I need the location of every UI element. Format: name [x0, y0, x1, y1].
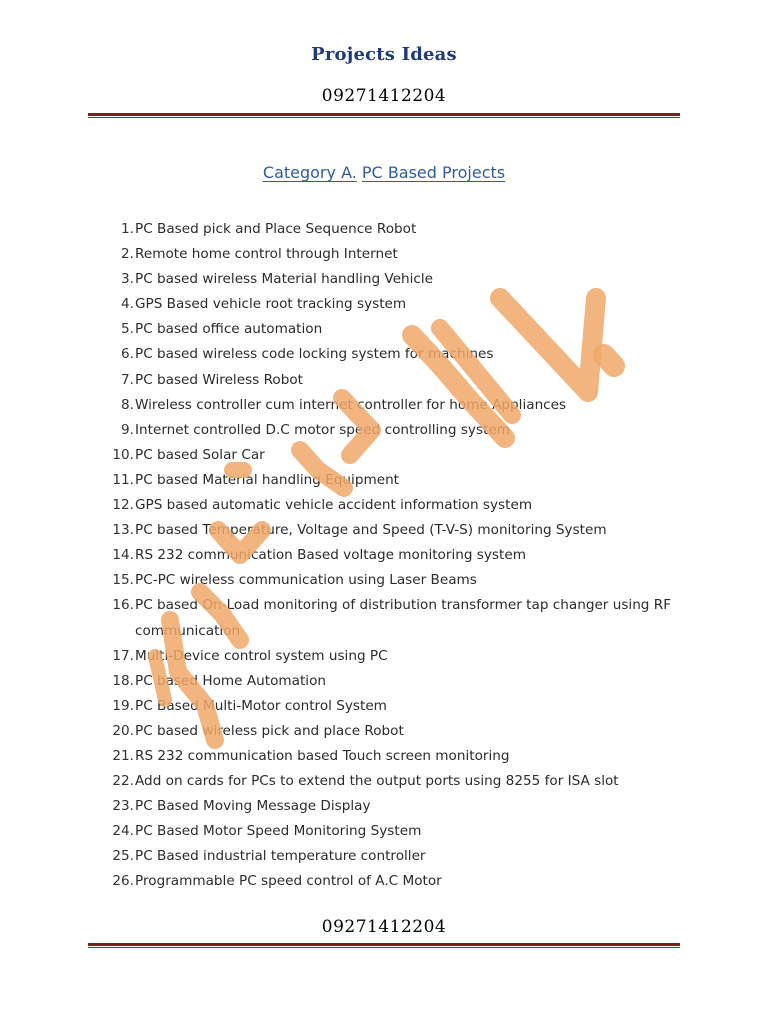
project-number: 9.	[121, 421, 134, 438]
project-number: 8.	[121, 396, 134, 413]
project-text: PC based wireless pick and place Robot	[135, 722, 404, 739]
project-item	[104, 518, 684, 543]
project-item	[104, 719, 684, 744]
project-number: 7.	[121, 371, 134, 388]
project-number: 25.	[112, 848, 134, 865]
project-number: 22.	[112, 773, 134, 790]
project-text: PC Based Moving Message Display	[135, 798, 371, 815]
project-item	[104, 644, 684, 669]
project-text: GPS Based vehicle root tracking system	[135, 296, 407, 313]
project-item	[104, 844, 684, 869]
project-item	[104, 393, 684, 418]
project-item	[104, 794, 684, 819]
header-divider	[88, 113, 680, 118]
project-item	[104, 568, 684, 593]
project-number: 19.	[112, 697, 134, 714]
project-item	[104, 744, 684, 769]
project-text: GPS based automatic vehicle accident information system	[135, 497, 533, 514]
project-number: 12.	[112, 497, 134, 514]
category-prefix: Category A.	[262, 163, 357, 182]
project-number: 2.	[121, 246, 134, 263]
project-item	[104, 418, 684, 443]
project-number: 13.	[112, 522, 134, 539]
project-item	[104, 819, 684, 844]
category-heading	[0, 163, 768, 182]
project-number: 17.	[112, 647, 134, 664]
project-item	[104, 593, 684, 643]
project-text: PC Based Motor Speed Monitoring System	[135, 823, 422, 840]
project-item	[104, 493, 684, 518]
project-number: 14.	[112, 547, 134, 564]
footer-phone-number: 09271412204	[321, 917, 447, 937]
project-number: 21.	[112, 747, 134, 764]
project-text: Programmable PC speed control of A.C Motor	[135, 873, 442, 890]
project-item	[104, 694, 684, 719]
project-number: 3.	[121, 271, 134, 288]
project-text: Wireless controller cum internet controller for home Appliances	[135, 396, 567, 413]
project-list	[104, 217, 684, 895]
project-number: 4.	[121, 296, 134, 313]
project-number: 10.	[112, 446, 134, 463]
project-item	[104, 368, 684, 393]
project-number: 23.	[112, 798, 134, 815]
page-title: Projects Ideas	[311, 44, 457, 65]
project-item	[104, 217, 684, 242]
project-text: PC Based Multi-Motor control System	[135, 697, 387, 714]
header-phone-number: 09271412204	[321, 86, 447, 106]
project-number: 20.	[112, 722, 134, 739]
project-text: PC based Home Automation	[135, 672, 327, 689]
project-text: PC based Temperature, Voltage and Speed (T-V-S) monitoring System	[135, 522, 607, 539]
project-item	[104, 242, 684, 267]
project-text: PC-PC wireless communication using Laser Beams	[135, 572, 477, 589]
project-number: 6.	[121, 346, 134, 363]
project-text: Remote home control through Internet	[135, 246, 398, 263]
project-text: Multi-Device control system using PC	[135, 647, 388, 664]
project-number: 5.	[121, 321, 134, 338]
project-number: 18.	[112, 672, 134, 689]
project-number: 15.	[112, 572, 134, 589]
project-text: PC Based pick and Place Sequence Robot	[135, 221, 417, 237]
project-text: PC based wireless Material handling Vehicle	[135, 271, 434, 288]
project-number: 24.	[112, 823, 134, 840]
project-item	[104, 443, 684, 468]
category-title: PC Based Projects	[361, 163, 506, 182]
project-number: 16.	[112, 597, 134, 614]
project-item	[104, 267, 684, 292]
project-item	[104, 669, 684, 694]
project-text: RS 232 communication Based voltage monitoring system	[135, 547, 526, 564]
project-number: 1.	[121, 221, 134, 237]
project-number: 11.	[112, 471, 134, 488]
project-number: 26.	[112, 873, 134, 890]
project-item	[104, 342, 684, 367]
project-text: PC based Solar Car	[135, 446, 265, 463]
project-text: PC based Material handling Equipment	[135, 471, 400, 488]
project-text: PC based wireless code locking system for machines	[135, 346, 494, 363]
project-item	[104, 543, 684, 568]
project-text: PC based On-Load monitoring of distribution transformer tap changer using RF communication	[135, 597, 672, 639]
project-text: PC based office automation	[135, 321, 323, 338]
project-item	[104, 869, 684, 894]
project-text: Add on cards for PCs to extend the output ports using 8255 for ISA slot	[135, 773, 619, 790]
project-text: Internet controlled D.C motor speed controlling system	[135, 421, 510, 438]
footer-divider	[88, 943, 680, 948]
project-text: PC Based industrial temperature controller	[135, 848, 426, 865]
project-text: PC based Wireless Robot	[135, 371, 303, 388]
project-item	[104, 769, 684, 794]
project-item	[104, 317, 684, 342]
project-text: RS 232 communication based Touch screen monitoring	[135, 747, 510, 764]
project-item	[104, 292, 684, 317]
project-item	[104, 468, 684, 493]
